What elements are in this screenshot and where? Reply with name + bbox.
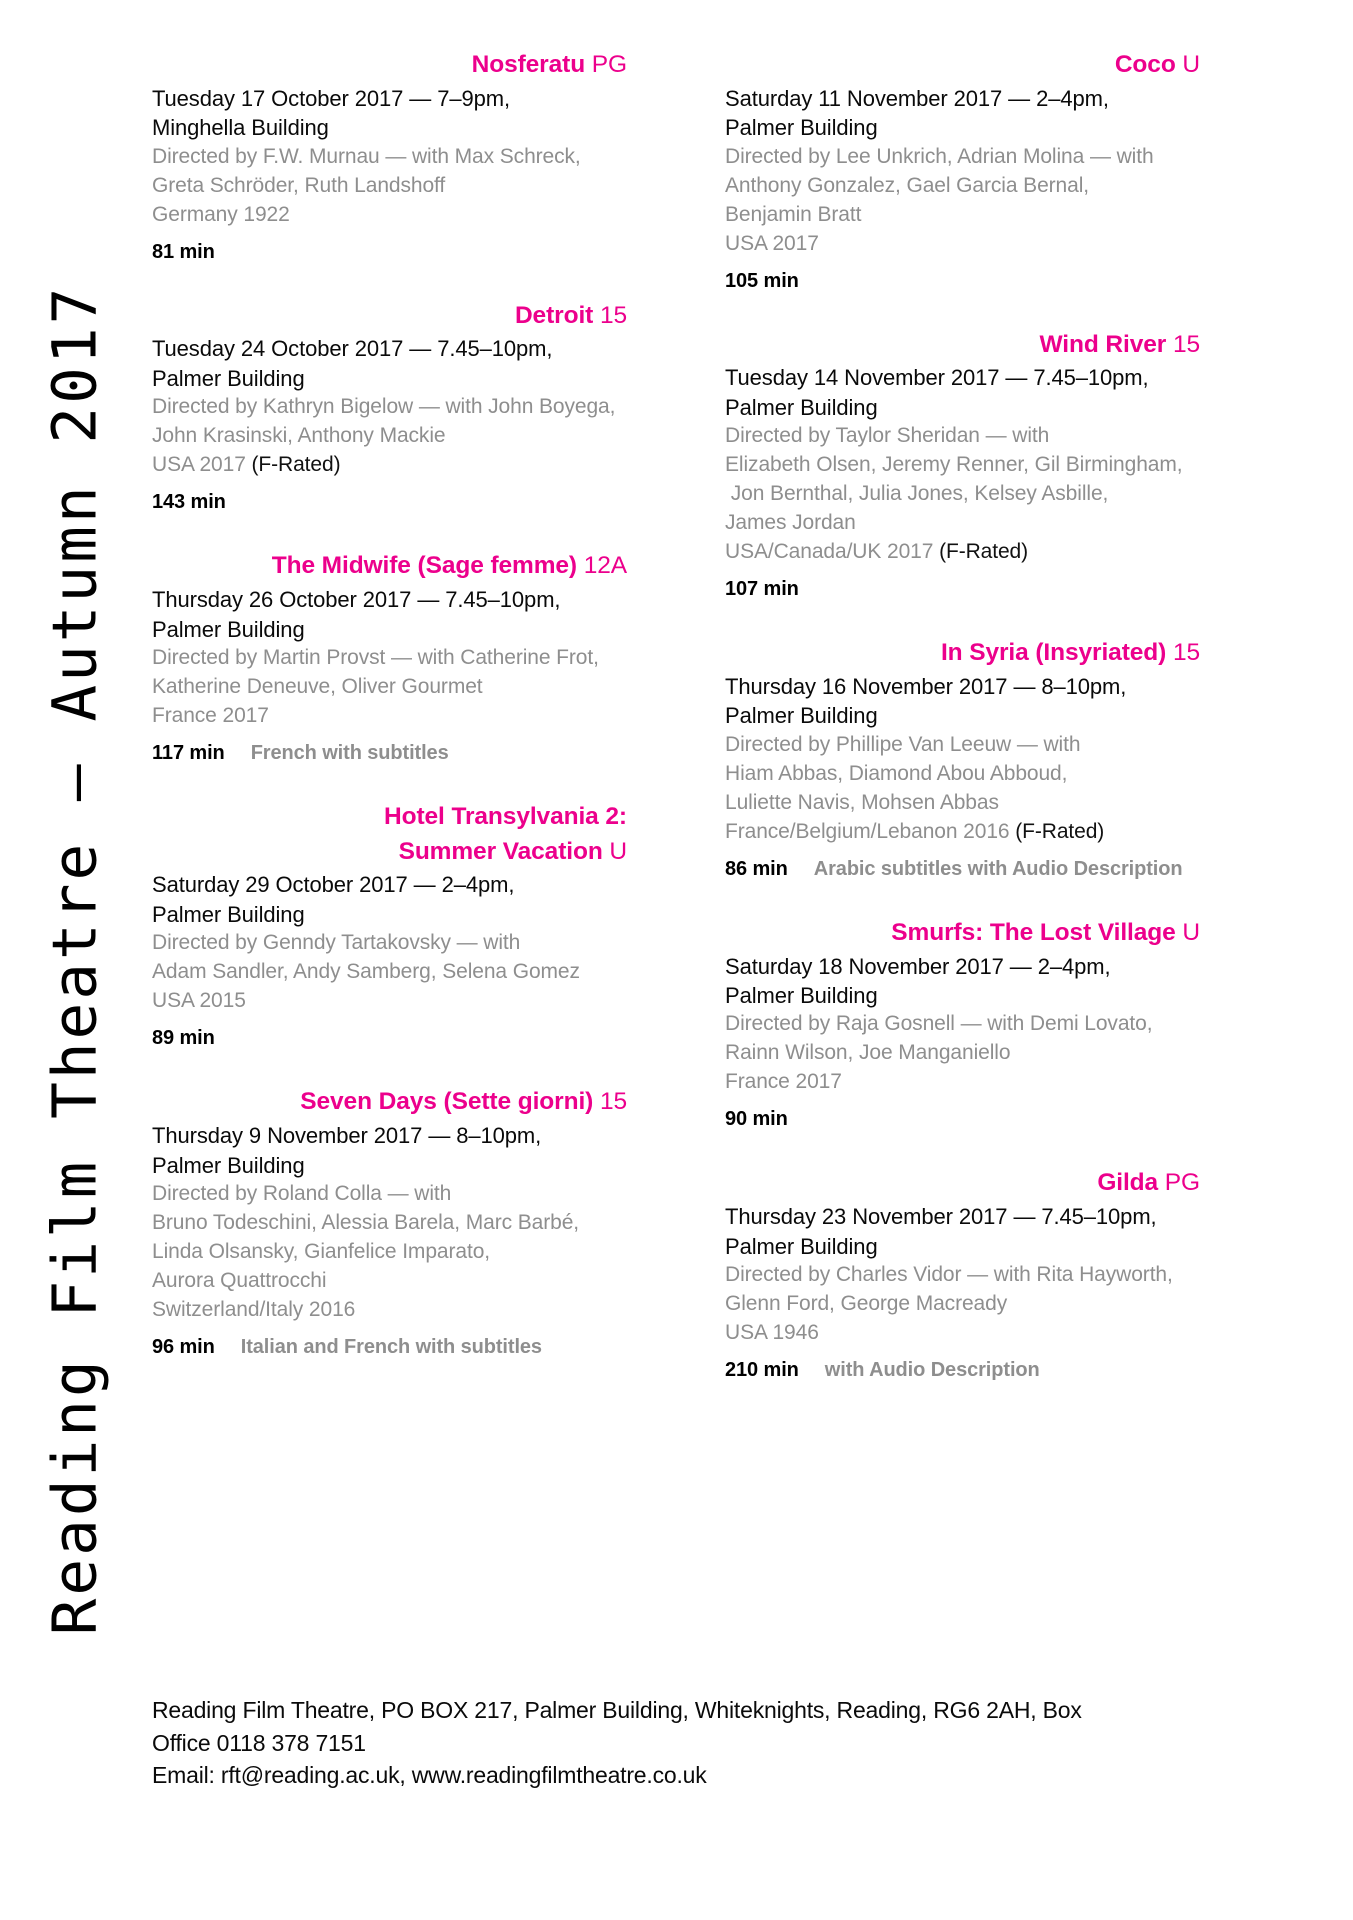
film-credits: Directed by Genndy Tartakovsky — with Adam Sandler, Andy Samberg, Selena Gomez USA 2015 [152,931,580,1013]
film-origin: France 2017 [725,1070,842,1094]
film-meta [152,486,627,519]
film-title [152,1085,627,1120]
film-entry [725,48,1200,298]
film-entry [725,916,1200,1137]
film-rating: U [1182,918,1200,946]
film-meta [725,573,1200,606]
film-note: Arabic subtitles with Audio Description [813,857,1183,880]
film-meta [152,1331,627,1364]
film-schedule: Saturday 11 November 2017 — 2–4pm, Palmer Building [725,85,1109,141]
film-origin: Switzerland/Italy 2016 [152,1297,356,1321]
film-duration: 210 min [725,1359,799,1381]
film-column-left [152,48,627,1417]
film-title-text: Wind River [1039,330,1167,358]
film-title-text: Detroit [514,301,594,329]
film-rating: PG [591,51,627,78]
film-rating: 15 [1172,330,1200,358]
film-schedule: Thursday 9 November 2017 — 8–10pm, Palmer Building [152,1123,542,1178]
film-rating: 15 [1172,639,1200,667]
film-meta [725,265,1200,298]
film-title [152,800,627,870]
film-venue: Palmer Building [152,901,305,927]
film-origin: USA 2017 [725,231,819,255]
film-schedule: Thursday 23 November 2017 — 7.45–10pm, Palmer Building [725,1204,1157,1259]
film-entry [152,299,627,520]
film-entry [152,48,627,269]
film-duration: 143 min [152,491,226,514]
film-note: French with subtitles [250,741,449,764]
film-rating: 12A [583,552,627,580]
film-venue: Palmer Building [152,616,305,642]
film-venue: Palmer Building [725,1233,878,1259]
film-origin-badge: (F-Rated) [939,540,1029,564]
film-columns [150,48,1353,1417]
film-note: Italian and French with subtitles [240,1335,542,1358]
film-meta [152,236,627,269]
film-origin: France 2017 [152,703,269,727]
film-credits: Directed by Martin Provst — with Catherine Frot, Katherine Deneuve, Oliver Gourmet France 2017 [152,645,599,727]
film-rating: 15 [599,301,627,329]
film-entry [725,636,1200,886]
film-credits: Directed by Taylor Sheridan — with Elizabeth Olsen, Jeremy Renner, Gil Birmingham, Jon Bernthal, Julia Jones, Kelsey Asbille, James Jordan USA/Canada/UK 2017 (F-Rated) [725,424,1183,564]
film-title-text: Gilda [1097,1169,1159,1197]
film-venue: Minghella Building [152,115,329,141]
film-duration: 96 min [152,1335,215,1358]
film-credits: Directed by F.W. Murnau — with Max Schreck, Greta Schröder, Ruth Landshoff Germany 1922 [152,144,581,226]
film-origin: USA 2015 [152,989,246,1013]
film-venue: Palmer Building [152,1152,305,1178]
film-title [725,328,1200,363]
film-title [725,1166,1200,1201]
film-origin: USA/Canada/UK 2017 [725,540,940,564]
film-duration: 81 min [152,240,215,263]
film-title-text: Nosferatu [471,51,586,78]
film-meta [152,1022,627,1055]
footer-line-phone: Office 0118 378 7151 [152,1729,366,1756]
film-credits: Directed by Kathryn Bigelow — with John Boyega, John Krasinski, Anthony Mackie USA 2017 (F-Rated) [152,395,616,477]
film-title [725,636,1200,671]
film-schedule: Saturday 18 November 2017 — 2–4pm, Palmer Building [725,953,1111,1008]
film-entry [152,800,627,1055]
film-venue: Palmer Building [725,115,878,141]
film-duration: 86 min [725,857,788,880]
film-duration: 107 min [725,578,799,601]
film-title-text: Hotel Transylvania 2: Summer Vacation [384,802,627,865]
film-schedule: Tuesday 24 October 2017 — 7.45–10pm, Palmer Building [152,336,553,391]
film-entry [152,549,627,770]
film-rating: PG [1164,1169,1200,1197]
film-origin: USA 2017 [152,453,252,477]
film-note: with Audio Description [824,1359,1040,1381]
film-meta [725,1354,1200,1387]
film-origin: France/Belgium/Lebanon 2016 [725,819,1016,843]
film-origin-badge: (F-Rated) [1015,819,1105,843]
film-rating: 15 [599,1088,627,1116]
film-venue: Palmer Building [152,365,305,391]
film-credits: Directed by Charles Vidor — with Rita Hayworth, Glenn Ford, George Macready USA 1946 [725,1263,1173,1345]
film-entry [152,1085,627,1364]
film-column-right [725,48,1200,1417]
footer-line-address: Reading Film Theatre, PO BOX 217, Palmer Building, Whiteknights, Reading, RG6 2AH, Box [152,1697,1082,1723]
film-credits: Directed by Phillipe Van Leeuw — with Hiam Abbas, Diamond Abou Abboud, Luliette Navis, Mohsen Abbas France/Belgium/Lebanon 2016 (F-Rated) [725,732,1105,843]
film-duration: 117 min [152,741,225,764]
film-venue: Palmer Building [725,703,878,729]
film-title-text: Seven Days (Sette giorni) [300,1088,594,1116]
vertical-spine [0,0,150,1920]
film-credits: Directed by Raja Gosnell — with Demi Lovato, Rainn Wilson, Joe Manganiello France 2017 [725,1012,1153,1094]
film-title [725,916,1200,951]
film-title-text: In Syria (Insyriated) [940,639,1167,667]
film-title-text: Coco [1114,51,1176,78]
footer-contact [152,1694,1242,1792]
film-meta [152,737,627,770]
film-title [152,299,627,334]
film-schedule: Tuesday 17 October 2017 — 7–9pm, Minghella Building [152,85,510,141]
film-duration: 90 min [725,1108,788,1131]
footer-line-email: Email: rft@reading.ac.uk, www.readingfilmtheatre.co.uk [152,1762,707,1789]
film-venue: Palmer Building [725,394,878,420]
film-title [725,48,1200,83]
film-title [152,48,627,83]
film-venue: Palmer Building [725,983,878,1008]
film-origin: USA 1946 [725,1321,819,1345]
film-duration: 89 min [152,1027,215,1050]
film-schedule: Thursday 16 November 2017 — 8–10pm, Palmer Building [725,673,1127,729]
film-duration: 105 min [725,269,799,292]
film-credits: Directed by Roland Colla — with Bruno Todeschini, Alessia Barela, Marc Barbé, Linda Olsansky, Gianfelice Imparato, Aurora Quattrocchi Switzerland/Italy 2016 [152,1182,580,1321]
film-schedule: Tuesday 14 November 2017 — 7.45–10pm, Palmer Building [725,365,1149,420]
film-entry [725,1166,1200,1387]
publication-title: Reading Film Theatre – Autumn 2017 [39,284,111,1636]
film-title [152,549,627,584]
film-schedule: Thursday 26 October 2017 — 7.45–10pm, Palmer Building [152,587,561,642]
film-rating: U [609,837,627,865]
film-title-text: The Midwife (Sage femme) [271,552,577,580]
film-origin-badge: (F-Rated) [251,453,341,477]
listing-content [150,0,1353,1920]
film-meta [725,1103,1200,1136]
film-origin: Germany 1922 [152,202,290,226]
film-meta [725,853,1200,886]
film-schedule: Saturday 29 October 2017 — 2–4pm, Palmer Building [152,872,515,927]
film-entry [725,328,1200,607]
film-credits: Directed by Lee Unkrich, Adrian Molina — with Anthony Gonzalez, Gael Garcia Bernal, Benjamin Bratt USA 2017 [725,144,1154,255]
film-rating: U [1182,51,1200,78]
film-title-text: Smurfs: The Lost Village [891,918,1176,946]
